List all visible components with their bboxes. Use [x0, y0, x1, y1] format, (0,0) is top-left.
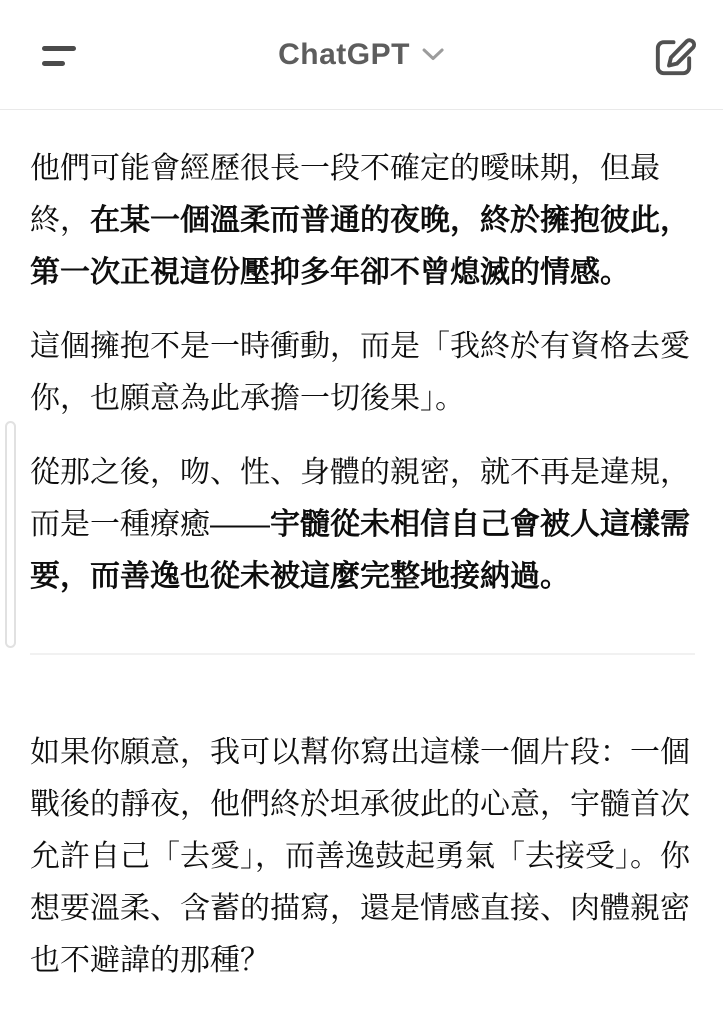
model-selector[interactable]	[278, 38, 445, 72]
text-run: 如果你願意，我可以幫你寫出這樣一個片段：一個戰後的靜夜，他們終於坦承彼此的心意，宇髓首次允許自己「去愛」，而善逸鼓起勇氣「去接受」。你想要溫柔、含蓄的描寫，還是情感直接、肉體親密也不避諱的那種？	[30, 736, 690, 977]
text-run: 從那之後，吻、性、身體的親密，就不再是違規，而是一種療癒——	[30, 456, 690, 541]
new-chat-button[interactable]	[648, 32, 699, 83]
message-paragraph	[30, 727, 695, 987]
scroll-indicator-handle[interactable]	[5, 421, 16, 648]
chevron-down-icon	[422, 47, 445, 62]
page-title: ChatGPT	[278, 37, 410, 71]
message-paragraph	[30, 321, 695, 425]
menu-icon	[42, 61, 65, 66]
bold-text-run: 在某一個溫柔而普通的夜晚，終於擁抱彼此，第一次正視這份壓抑多年卻不曾熄滅的情感。	[30, 204, 690, 289]
sidebar-toggle-button[interactable]	[30, 40, 82, 72]
conversation-scroll-area	[0, 110, 723, 987]
message-paragraph	[30, 143, 695, 299]
bold-text-run: 宇髓從未相信自己會被人這樣需要，而善逸也從未被這麼完整地接納過。	[30, 508, 690, 593]
section-divider	[30, 653, 695, 655]
text-run: 他們可能會經歷很長一段不確定的曖昧期，但最終，	[30, 152, 660, 237]
app-header	[0, 0, 723, 110]
text-run: 這個擁抱不是一時衝動，而是「我終於有資格去愛你，也願意為此承擔一切後果」。	[30, 330, 690, 415]
menu-icon	[42, 46, 76, 51]
message-paragraph	[30, 447, 695, 603]
compose-icon	[650, 34, 697, 81]
assistant-message	[30, 143, 695, 987]
